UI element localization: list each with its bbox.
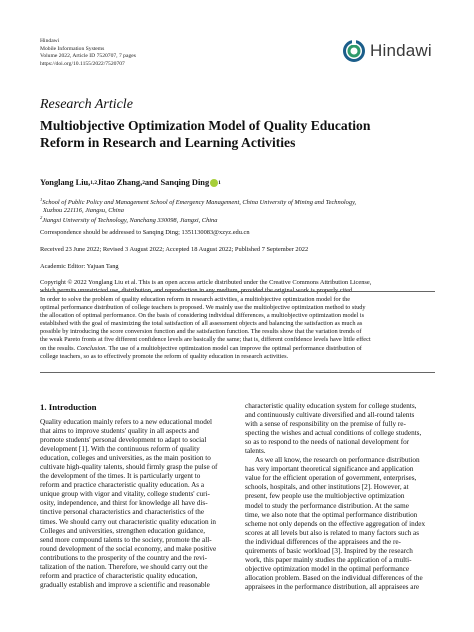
body-line: reform and practice characteristic quality education. As a [40, 481, 205, 490]
abstract-line: established with the goal of maximizing the total satisfaction of all assessment objects and balancing the satisfaction as much as [40, 320, 363, 328]
academic-editor: Academic Editor: Yajuan Tang [40, 263, 119, 270]
body-line: Colleges and universities, strengthen education guidance, [40, 526, 206, 535]
body-line: gradually establish and improve a scientific and reasonable [40, 580, 210, 589]
body-line: development [1]. With the continuous reform of quality [40, 445, 200, 454]
body-line: objective optimization model in the optimal performance [245, 564, 410, 573]
journal-volume: Volume 2022, Article ID 7520707, 7 pages [40, 53, 136, 60]
copyright-line: Copyright © 2022 Yonglang Liu et al. This is an open access article distributed under the Creative Commons Attribution License, [40, 279, 372, 286]
body-line: scheme not only depends on the effective aggregation of index [245, 519, 426, 528]
body-line: time, we also note that the optimal performance distribution [245, 510, 418, 519]
body-line: education, colleges and universities, as the main position to [40, 454, 211, 463]
body-line: unique group with vigor and vitality, college students' curi- [40, 490, 210, 499]
abstract [40, 296, 435, 361]
body-line: round development of the social economy, and make positive [40, 544, 217, 553]
body-column-right [245, 402, 435, 592]
logo-text: Hindawi [370, 41, 432, 60]
body-line: Quality education mainly refers to a new educational model [40, 418, 213, 426]
divider [40, 372, 435, 373]
body-line: that aims to improve students' quality in all aspects and [40, 427, 199, 436]
affil-number: 1 [40, 197, 43, 202]
body-line: appraisees in the performance distribution, all appraisees are [245, 582, 420, 591]
body-line: tinctive personal characteristics and characteristics of the [40, 508, 205, 517]
body-line: characteristic quality education system for college students, [245, 402, 417, 410]
journal-doi[interactable]: https://doi.org/10.1155/2022/7520707 [40, 60, 125, 67]
body-line: send more compound talents to the society, promote the all- [40, 535, 212, 544]
affiliation-2 [40, 214, 435, 225]
orcid-icon[interactable] [210, 179, 218, 187]
abstract-line: the allocation of optimal performance. On the basis of considering individual differences, a multiobjective optimization model is [40, 312, 365, 320]
abstract-line: college teachers, so as to effectively promote the reform of quality education in research activities. [40, 352, 289, 360]
hindawi-logo-icon [342, 39, 366, 63]
body-line: present, few people use the multiobjective optimization [245, 492, 405, 501]
divider [40, 291, 435, 292]
body-line: value for the efficient operation of government, enterprises, [245, 474, 417, 483]
title-line: Reform in Research and Learning Activities [40, 135, 296, 150]
body-line: the development of the times. It is particularly urgent to [40, 472, 201, 481]
body-line: cultivate high-quality talents, should firmly grasp the pulse of [40, 463, 218, 472]
body-line: talization of the nation. Therefore, we should carry out the [40, 562, 208, 571]
abstract-line: the weak Pareto fronts at five different confidence levels are basically the same; that is, different confidence levels have little effect [40, 336, 371, 344]
body-line: and continuously cultivate diversified and all-round talents [245, 411, 415, 420]
body-line: scores at all levels but also is related to many factors such as [245, 528, 420, 537]
body-line: schools, hospitals, and other institutions [2]. However, at [245, 483, 409, 492]
article-title [40, 117, 440, 151]
body-line: has very important theoretical significance and application [245, 465, 414, 474]
hindawi-logo[interactable] [342, 39, 432, 63]
body-line: times. We should carry out characteristic quality education in [40, 517, 216, 526]
section-heading: 1. Introduction [40, 402, 97, 412]
body-line: promote students' personal development to adapt to social [40, 436, 207, 445]
body-line: As we all know, the research on performance distribution [255, 456, 420, 465]
abstract-line: In order to solve the problem of quality education reform in research activities, a multiobjective optimization model for the [40, 296, 351, 303]
journal-publisher: Hindawi [40, 38, 60, 44]
body-line: reform and practice of characteristic quality education, [40, 571, 198, 580]
author-affil-ref: 1,2 [90, 179, 98, 186]
correspondence: Correspondence should be addressed to Sanqing Ding; 1351130083@xzyz.edu.cn [40, 229, 250, 236]
body-line: model to study the performance distribution. At the same [245, 501, 409, 510]
affil-line: Xuzhou 221116, Jiangsu, China [43, 207, 124, 215]
author-name[interactable]: Yonglang Liu, [40, 178, 91, 187]
journal-name: Mobile Information Systems [40, 45, 105, 52]
publication-dates: Received 23 June 2022; Revised 3 August 2022; Accepted 18 August 2022; Published 7 September 2022 [40, 246, 309, 253]
author-name[interactable]: Jitao Zhang, [97, 178, 143, 187]
body-line: contributions to the prosperity of the country and the revi- [40, 553, 208, 562]
affil-line: School of Public Policy and Management School of Emergency Management, China University of Mining and Technology, [42, 199, 357, 206]
author-affil-ref: 2 [142, 179, 145, 186]
author-list [40, 178, 221, 187]
body-line: the individual differences of the appraisees and the re- [245, 537, 401, 546]
body-line: work, this paper mainly studies the application of a multi- [245, 555, 412, 564]
abstract-line: optimal performance distribution of college teachers is proposed. We mainly use the multiobjective optimization method to study [40, 304, 366, 312]
abstract-line: on the results. Conclusion. The use of a multiobjective optimization model can improve the optimal performance distribution of [40, 344, 362, 352]
body-line: specting the wishes and actual conditions of college students, [245, 429, 422, 438]
affiliation-1 [40, 196, 435, 215]
body-line: so as to respond to the needs of national development for [245, 438, 410, 447]
copyright [40, 279, 440, 295]
author-name[interactable]: and Sanqing Ding [144, 178, 210, 187]
abstract-line: possible by introducing the score conversion function and the satisfaction function. The results show that the variation trends of [40, 328, 362, 336]
body-line: osity, independence, and thirst for knowledge all have dis- [40, 499, 208, 508]
body-column-left [40, 418, 230, 590]
body-line: with a sense of responsibility on the premise of fully re- [245, 420, 406, 429]
article-type: Research Article [40, 97, 133, 112]
author-affil-ref: 1 [218, 179, 221, 186]
affil-number: 2 [40, 215, 43, 220]
journal-info [40, 38, 136, 68]
affil-line: Jiangxi University of Technology, Nanchang 330098, Jiangxi, China [42, 217, 218, 224]
title-line: Multiobjective Optimization Model of Quality Education [40, 118, 371, 133]
body-line: quirements of basic workload [3]. Inspired by the research [245, 546, 413, 555]
copyright-line: which permits unrestricted use, distribution, and reproduction in any medium, provided the original work is properly cited. [40, 287, 354, 295]
body-line: allocation problem. Based on the individual differences of the [245, 573, 423, 582]
body-line: talents. [245, 447, 266, 456]
